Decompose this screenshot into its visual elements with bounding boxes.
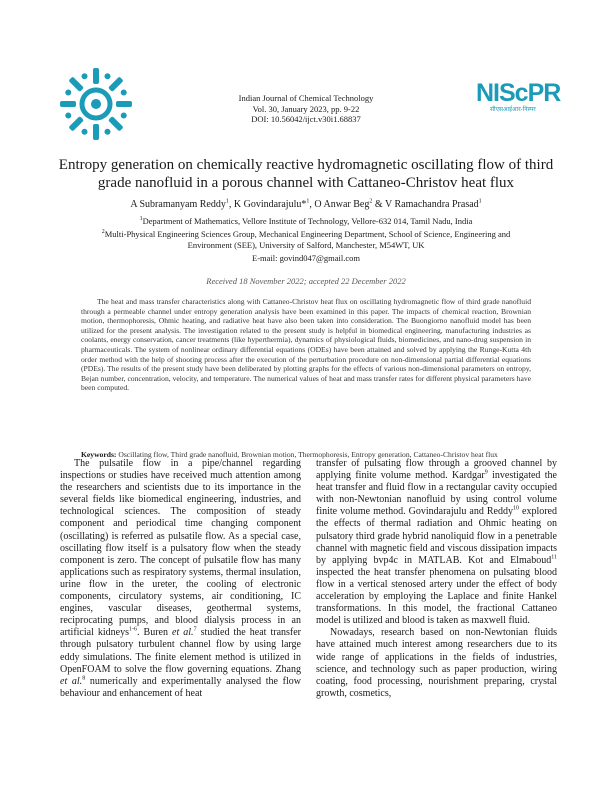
paper-title: Entropy generation on chemically reactive hydromagnetic oscillating flow of third grade nanofluid in a porous channel with Cattaneo-Christov heat flux xyxy=(58,157,554,191)
body-text: explored the effects of thermal radiation and Ohmic heating on pulsatory third grade hybrid nanoliquid flow in a penetrable channel with magnetic field and viscous dissipation impacts by applying bvp4c in MATLAB. Kot and Elmaboud xyxy=(316,506,557,566)
doi[interactable]: DOI: 10.56042/ijct.v30i1.68837 xyxy=(251,114,361,124)
keywords-text: Oscillating flow, Third grade nanofluid, Brownian motion, Thermophoresis, Entropy generation, Cattaneo-Christov heat flux xyxy=(116,450,498,459)
body-paragraph: Nowadays, research based on non-Newtonian fluids have attained much interest among researchers due to its wide range of applications in the fields of industries, science, and technology such as paper production, wiring coating, food processing, nourishment preparing, crystal growth, cosmetics, xyxy=(316,627,557,699)
citation-ref[interactable]: 10 xyxy=(512,506,519,513)
body-text: The pulsatile flow in a pipe/channel regarding inspections or studies have received much attention among the researchers and scientists due to its importance in the several fields like biomedical engineering, industries, and technological sciences. The composition of steady component and periodical time changing component (oscillating) is referred as pulsatile flow. As a special case, oscillating flow itself is a pulsatory flow when the steady component is zero. The concept of pulsatile flow has many applications such as respiratory systems, thermal insulation, urine flow in the ureter, the cooling of electronic components, circulatory systems, air conditioning, IC engines, vascular diseases, geothermal systems, reciprocating pumps, and blood dialysis process in an artificial kidneys xyxy=(60,458,301,639)
author-1: A Subramanyam Reddy xyxy=(130,199,226,210)
volume-info: Vol. 30, January 2023, pp. 9-22 xyxy=(252,103,360,114)
body-column-left xyxy=(60,458,301,700)
affiliation-2-text: Multi-Physical Engineering Sciences Group, Mechanical Engineering Department, School of Science, Engineering and Environment (SEE), University of Salford, Manchester, M54WT, UK xyxy=(104,229,511,250)
body-paragraph xyxy=(60,458,301,700)
author-4-sup: 1 xyxy=(478,198,482,205)
et-al: et al. xyxy=(172,627,194,639)
citation-ref[interactable]: 9 xyxy=(484,469,488,476)
publisher-logo xyxy=(476,79,561,120)
publisher-logo-text: NIScPR xyxy=(476,79,561,107)
body-text: . Buren xyxy=(137,627,173,639)
et-al: et al. xyxy=(60,675,83,687)
author-1-sup: 1 xyxy=(225,198,229,205)
citation-ref[interactable]: 1-6 xyxy=(129,626,138,633)
body-text: studied the heat transfer through pulsatory turbulent channel flow by using large eddy simulations. The finite element method is utilized in OpenFOAM to solve the flow governing equations. Zhang xyxy=(60,627,301,675)
author-list xyxy=(40,199,572,211)
publisher-logo-subtext: सीएसआईआर-निस्पर xyxy=(490,107,536,113)
author-3: , O Anwar Beg xyxy=(309,199,370,210)
body-text: investigated the heat transfer and fluid flow in a rectangular cavity occupied with non-Newtonian nanofluid by using control volume finite volume method. Govindarajulu and Reddy xyxy=(316,470,557,518)
affiliation-2-sup: 2 xyxy=(101,229,105,236)
author-3-sup: 2 xyxy=(369,198,373,205)
body-column-right xyxy=(316,458,557,700)
body-text: transfer of pulsating flow through a grooved channel by applying finite volume method. Kardgar xyxy=(316,458,557,482)
affiliation-2 xyxy=(80,229,532,251)
author-4: & V Ramachandra Prasad xyxy=(372,199,479,210)
abstract: The heat and mass transfer characteristics along with Cattaneo-Christov heat flux on oscillating hydromagnetic flow of third grade nanofluid through a permeable channel under entropy generation analysis have been examined in this paper. The impacts of chemical reaction, Brownian motion, thermophoresis, Ohmic heating, and radiative heat have also been taken into consideration. The Buongiorno nanofluid model has been utilized for the present analysis. The investigation related to the present study is helpful in biomedical engineering, manufacturing industries as coolants, energy conservation, cancer treatments (like hyperthermia), dynamics of physiological fluids, biomedicines, and nano-drug suspension in pharmaceuticals. The system of nonlinear ordinary differential equations (ODEs) have been attained and solved by applying the Runge-Kutta 4th order method with the help of shooting process after the execution of the perturbation procedure on non-dimensional partial differential equations (PDEs). The results of the present study have been deliberated by plotting graphs for the effects of various non-dimensional parameters on entropy, Bejan number, concentration, velocity, and temperature. The numerical values of heat and mass transfer rates for different physical parameters have been computed. xyxy=(81,297,531,393)
body-paragraph xyxy=(316,458,557,627)
body-text: inspected the heat transfer phenomena on pulsating blood flow in a vertical stenosed artery under the effect of body acceleration by employing the Laplace and finite Hankel transformations. In this model, the fractional Cattaneo model is utilized and blood is taken as maxwell fluid. xyxy=(316,566,557,627)
body-text: numerically and experimentally analysed the flow behaviour and enhancement of heat xyxy=(60,675,301,699)
journal-emblem-logo xyxy=(58,66,134,142)
citation-ref[interactable]: 8 xyxy=(82,675,86,682)
affiliation-1 xyxy=(40,216,572,227)
journal-info xyxy=(200,93,412,125)
citation-ref[interactable]: 7 xyxy=(193,626,197,633)
corresponding-email[interactable]: E-mail: govind047@gmail.com xyxy=(252,253,360,263)
affiliation-1-sup: 1 xyxy=(139,216,143,223)
keywords-label: Keywords: xyxy=(81,450,117,459)
received-dates: Received 18 November 2022; accepted 22 December 2022 xyxy=(206,276,406,286)
author-2-sup: 1 xyxy=(306,198,310,205)
citation-ref[interactable]: 11 xyxy=(551,554,557,561)
affiliation-1-text: Department of Mathematics, Vellore Institute of Technology, Vellore-632 014, Tamil Nadu, India xyxy=(142,216,473,226)
author-2: , K Govindarajulu* xyxy=(228,199,307,210)
journal-name: Indian Journal of Chemical Technology xyxy=(238,93,374,103)
